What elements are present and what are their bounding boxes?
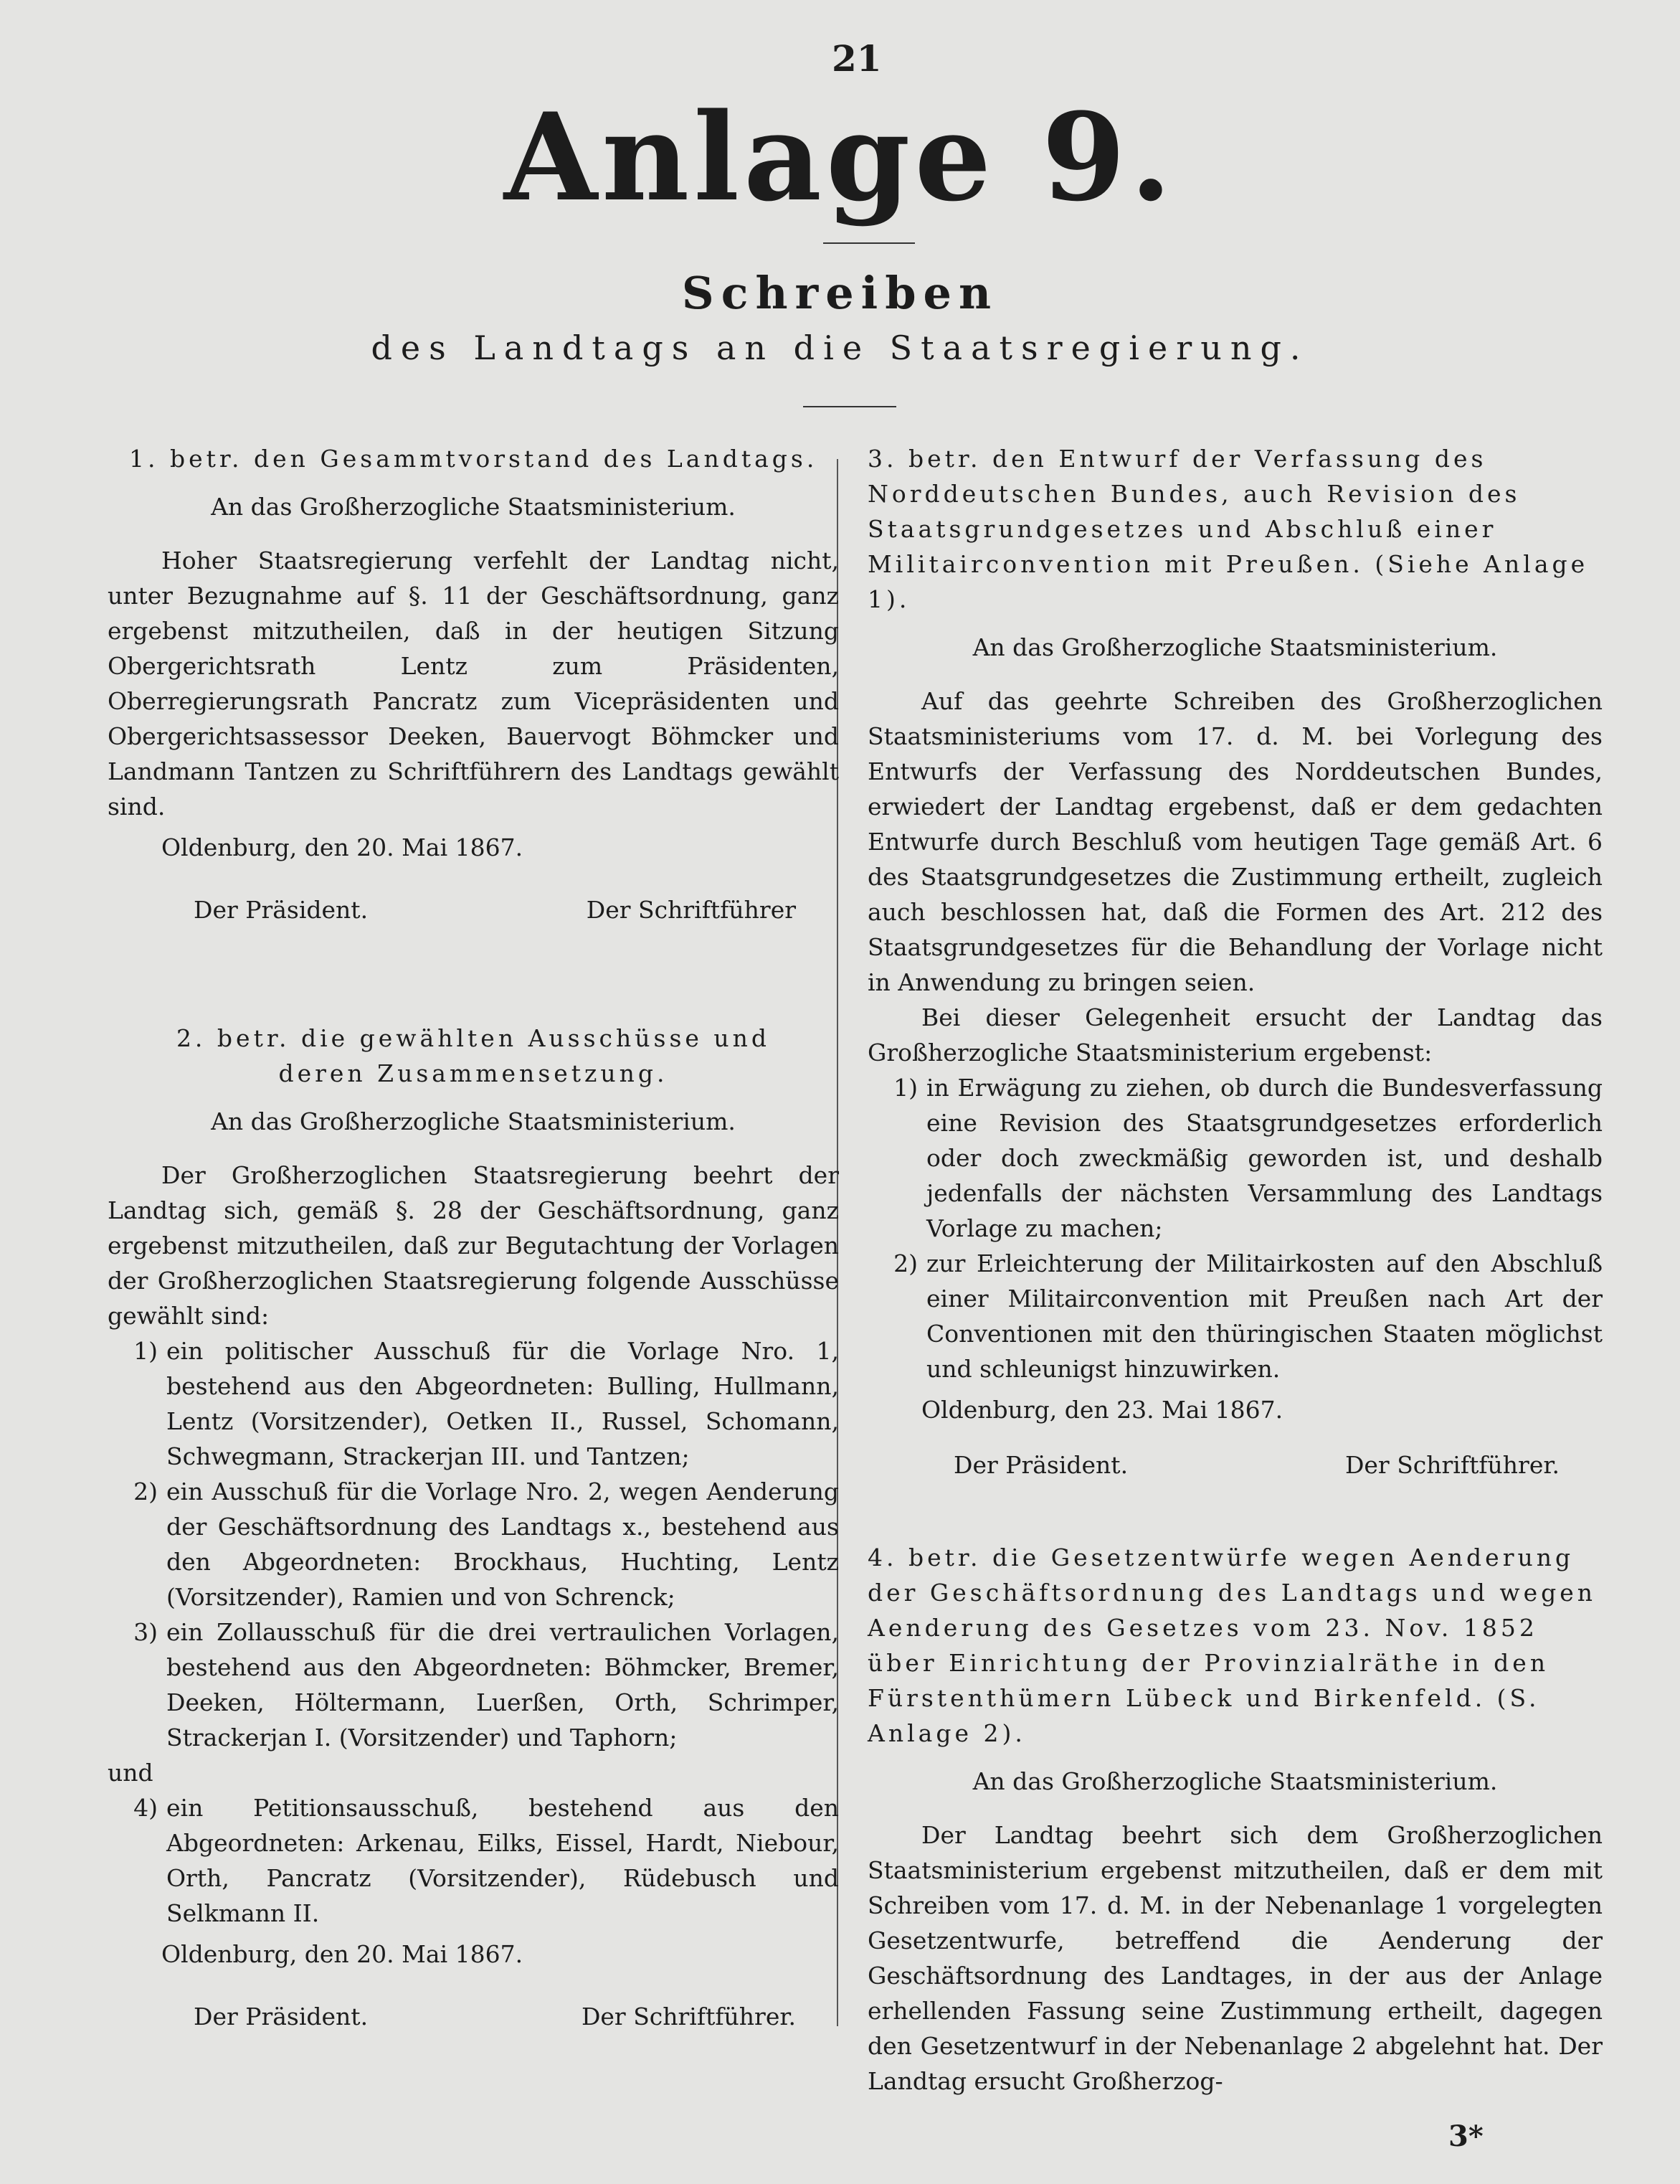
section-3-signatures [954, 1447, 1560, 1483]
section-4-body: Der Landtag beehrt sich dem Großherzoglichen Staatsministerium ergebenst mitzutheilen, daß er dem mit Schreiben vom 17. d. M. in der Nebenanlage 1 vorgelegten Gesetzentwurfe, betreffend die Aenderung der Geschäftsordnung des Landtages, in der aus der Anlage erhellenden Fassung seine Zustimmung ertheilt, dagegen den Gesetzentwurf in der Nebenanlage 2 abgelehnt hat. Der Landtag ersucht Großherzog- [868, 1821, 1603, 2095]
list-item-number: 4) [133, 1794, 158, 1822]
list-item-text: ein Zollausschuß für die drei vertraulichen Vorlagen, bestehend aus den Abgeordneten: Böhmcker, Bremer, Deeken, Höltermann, Luerßen, Orth, Schrimper, Strackerjan I. (Vorsitzender) und Taphorn; [166, 1618, 839, 1752]
section-3-heading: 3. betr. den Entwurf der Verfassung des Norddeutschen Bundes, auch Revision des Staatsgrundgesetzes und Abschluß einer Militairconvention mit Preußen. (Siehe Anlage 1). [868, 445, 1589, 613]
list-item-text: zur Erleichterung der Militairkosten auf den Abschluß einer Militairconvention mit Preußen nach Art der Conventionen mit den thüringischen Staaten möglichst und schleunigst hinzuwirken. [926, 1249, 1603, 1383]
president-signature: Der Präsident. [954, 1451, 1129, 1479]
document-subtitle: des Landtags an die Staatsregierung. [371, 328, 1309, 367]
list-item [108, 1474, 839, 1615]
left-column [108, 441, 839, 2034]
signature-mark: 3* [1448, 2119, 1484, 2153]
right-column [868, 441, 1603, 2099]
list-item-text: in Erwägung zu ziehen, ob durch die Bundesverfassung eine Revision des Staatsgrundgesetzes erforderlich oder doch zweckmäßig geworden ist, und deshalb jedenfalls der nächsten Versammlung des Landtags Vorlage zu machen; [926, 1074, 1603, 1242]
list-item [868, 1246, 1603, 1386]
section-3-place-date: Oldenburg, den 23. Mai 1867. [921, 1396, 1283, 1424]
list-item-number: 1) [133, 1337, 158, 1365]
section-1-place-date: Oldenburg, den 20. Mai 1867. [161, 833, 523, 861]
list-item [108, 1333, 839, 1474]
list-item [108, 1615, 839, 1755]
secretary-signature: Der Schriftführer. [581, 2003, 796, 2031]
section-3-body-1: Auf das geehrte Schreiben des Großherzoglichen Staatsministeriums vom 17. d. M. bei Vorlegung des Entwurfs der Verfassung des Norddeutschen Bundes, erwiedert der Landtag ergebenst, daß er dem gedachten Entwurfe durch Beschluß vom heutigen Tage gemäß Art. 6 des Staatsgrundgesetzes die Zustimmung ertheilt, zugleich auch beschlossen hat, daß die Formen des Art. 212 des Staatsgrundgesetzes für die Behandlung der Vorlage nicht in Anwendung zu bringen seien. [868, 687, 1603, 996]
secretary-signature: Der Schriftführer. [1344, 1451, 1560, 1479]
list-item-text: ein Ausschuß für die Vorlage Nro. 2, wegen Aenderung der Geschäftsordnung des Landtags x., bestehend aus den Abgeordneten: Brockhaus, Huchting, Lentz (Vorsitzender), Ramien und von Schrenck; [166, 1478, 839, 1611]
section-2-address: An das Großherzogliche Staatsministerium. [211, 1107, 736, 1135]
section-4-address: An das Großherzogliche Staatsministerium. [972, 1767, 1498, 1795]
title-rule [823, 242, 915, 244]
section-1-body: Hoher Staatsregierung verfehlt der Landtag nicht, unter Bezugnahme auf §. 11 der Geschäftsordnung, ganz ergebenst mitzutheilen, daß in der heutigen Sitzung Obergerichtsrath Lentz zum Präsidenten, Oberregierungsrath Pancratz zum Vicepräsidenten und Obergerichtsassessor Deeken, Bauervogt Böhmcker und Landmann Tantzen zu Schriftführern des Landtags gewählt sind. [108, 547, 839, 821]
list-item-number: 2) [893, 1249, 918, 1277]
section-2-signatures [194, 1999, 796, 2034]
section-1-address: An das Großherzogliche Staatsministerium. [211, 493, 736, 521]
list-item-text: ein politischer Ausschuß für die Vorlage Nro. 1, bestehend aus den Abgeordneten: Bulling, Hullmann, Lentz (Vorsitzender), Oetken II., Russel, Schomann, Schwegmann, Strackerjan III. und Tantzen; [166, 1337, 839, 1470]
list-item-number: 2) [133, 1478, 158, 1505]
president-signature: Der Präsident. [194, 2003, 369, 2031]
anlage-title: Anlage 9. [503, 86, 1177, 228]
section-2-place-date: Oldenburg, den 20. Mai 1867. [161, 1940, 523, 1968]
conjunction-und: und [108, 1759, 153, 1787]
document-title: Schreiben [681, 267, 999, 319]
subtitle-rule [803, 406, 896, 407]
page-number: 21 [832, 37, 882, 80]
section-2-heading: 2. betr. die gewählten Ausschüsse und deren Zusammensetzung. [176, 1024, 771, 1087]
list-item-number: 3) [133, 1618, 158, 1646]
section-4-heading: 4. betr. die Gesetzentwürfe wegen Aenderung der Geschäftsordnung des Landtags und wegen Aenderung des Gesetzes vom 23. Nov. 1852 über Einrichtung der Provinzialräthe in den Fürstenthümern Lübeck und Birkenfeld. (S. Anlage 2). [868, 1544, 1597, 1747]
section-2-intro: Der Großherzoglichen Staatsregierung beehrt der Landtag sich, gemäß §. 28 der Geschäftsordnung, ganz ergebenst mitzutheilen, daß zur Begutachtung der Vorlagen der Großherzoglichen Staatsregierung folgende Ausschüsse gewählt sind: [108, 1161, 839, 1330]
president-signature: Der Präsident. [194, 896, 369, 924]
list-item [108, 1790, 839, 1931]
section-3-body-2: Bei dieser Gelegenheit ersucht der Landtag das Großherzogliche Staatsministerium ergebenst: [868, 1003, 1603, 1067]
section-1-signatures [194, 892, 796, 927]
list-item [868, 1070, 1603, 1246]
section-1-heading: 1. betr. den Gesammtvorstand des Landtags. [129, 445, 818, 473]
list-item-number: 1) [893, 1074, 918, 1102]
list-item-text: ein Petitionsausschuß, bestehend aus den Abgeordneten: Arkenau, Eilks, Eissel, Hardt, Niebour, Orth, Pancratz (Vorsitzender), Rüdebusch und Selkmann II. [166, 1794, 839, 1927]
section-3-address: An das Großherzogliche Staatsministerium. [972, 633, 1498, 661]
secretary-signature: Der Schriftführer [586, 896, 796, 924]
